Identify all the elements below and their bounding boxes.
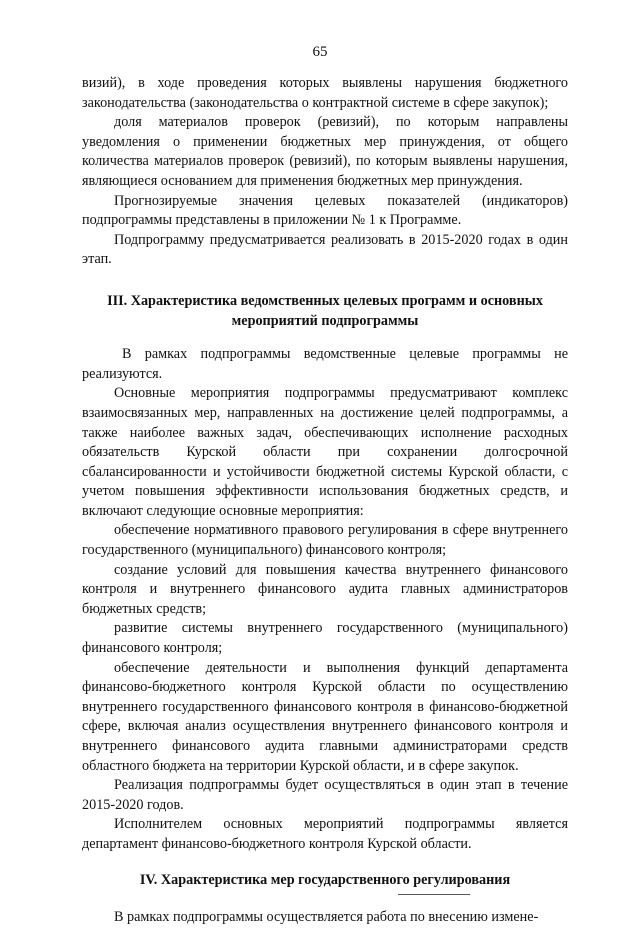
list-item: развитие системы внутреннего государственного (муниципального) финансового контроля; [82,620,568,657]
paragraph-continuation: визий), в ходе проведения которых выявлены нарушения бюджетного законодательства (законодательства о контрактной системе в сфере закупок); [82,75,568,111]
list-item: создание условий для повышения качества внутреннего финансового контроля и внутреннего финансового аудита главных администраторов бюджетных средств; [82,561,568,617]
paragraph: Основные мероприятия подпрограммы предусматривают комплекс взаимосвязанных мер, направленных на достижение целей подпрограммы, а также наиболее важных задач, обеспечивающих исполнение расходных обязательств Курской области при сохранении долгосрочной сбалансированности и устойчивости бюджетной системы Курской области, с учетом повышения эффективности использования бюджетных средств, и включают следующие основные мероприятия: [82,385,568,519]
paragraph: доля материалов проверок (ревизий), по которым направлены уведомления о применении бюджетных мер принуждения, от общего количества материалов проверок (ревизий), по которым выявлены нарушения, являющиеся основанием для применения бюджетных мер принуждения. [82,114,568,189]
list-item: обеспечение деятельности и выполнения функций департамента финансово-бюджетного контроля Курской области по осуществлению внутреннего государственного финансового контроля в финансово-бюджетной сфере, включая анализ осуществления внутреннего финансового контроля и внутреннего финансового аудита главными администраторами средств областного бюджета на территории Курской области, и в сфере закупок. [82,659,568,774]
spacer [82,270,568,292]
paragraph: Реализация подпрограммы будет осуществляться в один этап в течение 2015-2020 годов. [82,777,568,813]
paragraph: Исполнителем основных мероприятий подпрограммы является департамент финансово-бюджетного контроля Курской области. [82,816,568,852]
section-heading-4: IV. Характеристика мер государственного регулирования [139,871,511,888]
spacer [82,331,568,345]
section-heading-3: III. Характеристика ведомственных целевых программ и основных мероприятий подпрограммы [107,292,543,329]
paragraph: В рамках подпрограммы ведомственные целевые программы не реализуются. [82,346,568,382]
spacer [82,890,568,908]
list-item: обеспечение нормативного правового регулирования в сфере внутреннего государственного (муниципального) финансового контроля; [82,522,568,559]
paragraph: В рамках подпрограммы осуществляется работа по внесению измене- [114,909,539,926]
page-number: 65 [312,44,328,60]
scan-mark-line [398,894,470,895]
spacer [82,855,568,871]
paragraph: Подпрограмму предусматривается реализовать в 2015-2020 годах в один этап. [82,231,568,268]
page-content [82,74,568,928]
paragraph: Прогнозируемые значения целевых показателей (индикаторов) подпрограммы представлены в приложении № 1 к Программе. [82,192,568,229]
